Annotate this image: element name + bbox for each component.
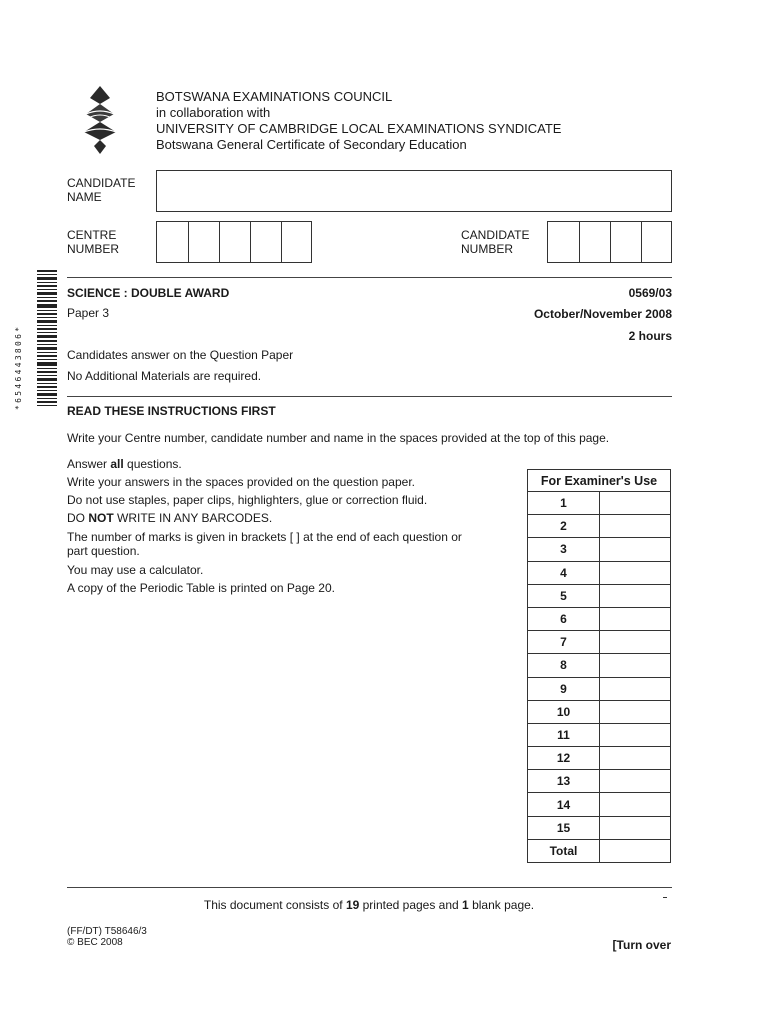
- examiner-mark-cell[interactable]: [600, 492, 671, 515]
- centre-number-label-line1: CENTRE: [67, 228, 117, 242]
- examiner-row-label: 12: [528, 747, 600, 770]
- page-count-num: 19: [345, 898, 360, 912]
- materials-line1: Candidates answer on the Question Paper: [67, 348, 294, 362]
- examiner-row-label: 11: [528, 723, 600, 746]
- paper-number: Paper 3: [67, 306, 110, 320]
- examiner-mark-cell[interactable]: [600, 793, 671, 816]
- materials-line2: No Additional Materials are required.: [67, 369, 262, 383]
- answer-pre: Answer: [67, 457, 111, 471]
- candidate-name-field[interactable]: [156, 170, 672, 212]
- examiner-table-row: [528, 607, 671, 630]
- divider-footer: [67, 887, 672, 888]
- examiner-use-table: [527, 469, 671, 863]
- candidate-name-label-line2: NAME: [67, 190, 102, 204]
- copyright: © BEC 2008: [67, 937, 123, 948]
- examiner-row-label: 4: [528, 561, 600, 584]
- instruction-staples: Do not use staples, paper clips, highlighters, glue or correction fluid.: [67, 493, 428, 507]
- examiner-row-label: 2: [528, 515, 600, 538]
- barcode-bold: NOT: [88, 511, 114, 525]
- candidate-name-label-line1: CANDIDATE: [67, 176, 136, 190]
- examiner-mark-cell[interactable]: [600, 631, 671, 654]
- centre-number-field[interactable]: [156, 221, 312, 263]
- examiner-mark-cell[interactable]: [600, 515, 671, 538]
- bec-logo: [80, 84, 120, 156]
- examiner-table-row: [528, 561, 671, 584]
- examiner-mark-cell[interactable]: [600, 816, 671, 839]
- header-collaboration: in collaboration with: [156, 105, 271, 120]
- answer-post: questions.: [123, 457, 182, 471]
- blank-count-num: 1: [462, 898, 469, 912]
- page-count-post: blank page.: [468, 898, 535, 912]
- page-count: [0, 898, 738, 912]
- instruction-answer-all: [67, 457, 182, 471]
- barcode-digits: *6546443806*: [14, 324, 23, 410]
- examiner-mark-cell[interactable]: [600, 723, 671, 746]
- examiner-table-row: [528, 515, 671, 538]
- examiner-row-label: 13: [528, 770, 600, 793]
- subject-title: SCIENCE : DOUBLE AWARD: [67, 286, 230, 300]
- turn-over: [Turn over: [612, 938, 671, 952]
- barcode: [27, 270, 57, 410]
- examiner-mark-cell[interactable]: [600, 747, 671, 770]
- examiner-mark-cell[interactable]: [600, 584, 671, 607]
- examiner-row-label: 3: [528, 538, 600, 561]
- examiner-table-row: [528, 747, 671, 770]
- barcode-post: WRITE IN ANY BARCODES.: [113, 511, 273, 525]
- candidate-number-label-line1: CANDIDATE: [461, 228, 530, 242]
- examiner-row-label: 1: [528, 492, 600, 515]
- examiner-row-label: 5: [528, 584, 600, 607]
- examiner-row-label: 15: [528, 816, 600, 839]
- examiner-table-row: [528, 538, 671, 561]
- examiner-table-row: [528, 816, 671, 839]
- header-certificate: Botswana General Certificate of Secondary Education: [156, 137, 467, 152]
- instruction-marks-line2: part question.: [67, 544, 140, 558]
- examiner-mark-cell[interactable]: [600, 677, 671, 700]
- examiner-mark-cell[interactable]: [600, 607, 671, 630]
- examiner-table-row: [528, 793, 671, 816]
- exam-session: October/November 2008: [533, 307, 672, 321]
- examiner-row-label: Total: [528, 839, 600, 862]
- page-count-pre: This document consists of: [203, 898, 346, 912]
- examiner-mark-cell[interactable]: [600, 770, 671, 793]
- examiner-mark-cell[interactable]: [600, 654, 671, 677]
- page-count-mid: printed pages and: [359, 898, 463, 912]
- examiner-row-label: 8: [528, 654, 600, 677]
- instruction-calculator: You may use a calculator.: [67, 563, 204, 577]
- examiner-row-label: 14: [528, 793, 600, 816]
- exam-duration: 2 hours: [628, 329, 672, 343]
- examiner-mark-cell[interactable]: [600, 839, 671, 862]
- answer-bold: all: [110, 457, 124, 471]
- centre-number-label: [67, 228, 119, 256]
- examiner-table-row: [528, 723, 671, 746]
- paper-code: 0569/03: [628, 286, 672, 300]
- candidate-name-label: [67, 176, 135, 204]
- examiner-row-label: 10: [528, 700, 600, 723]
- examiner-table-row: [528, 700, 671, 723]
- instruction-centre-number: Write your Centre number, candidate number and name in the spaces provided at the top of this page.: [67, 431, 610, 445]
- header-council: BOTSWANA EXAMINATIONS COUNCIL: [156, 89, 393, 104]
- header-cambridge: UNIVERSITY OF CAMBRIDGE LOCAL EXAMINATIONS SYNDICATE: [156, 121, 562, 136]
- instruction-marks-line1: The number of marks is given in brackets [ ] at the end of each question or: [67, 530, 462, 544]
- examiner-row-label: 7: [528, 631, 600, 654]
- examiner-row-label: 6: [528, 607, 600, 630]
- instruction-barcodes: [67, 511, 272, 525]
- examiner-table-title: For Examiner's Use: [528, 470, 671, 492]
- candidate-number-field[interactable]: [547, 221, 672, 263]
- barcode-pre: DO: [67, 511, 89, 525]
- centre-number-label-line2: NUMBER: [67, 242, 120, 256]
- divider-top: [67, 277, 672, 278]
- candidate-number-label-line2: NUMBER: [461, 242, 514, 256]
- divider-instructions: [67, 396, 672, 397]
- examiner-mark-cell[interactable]: [600, 700, 671, 723]
- examiner-table-row: [528, 584, 671, 607]
- examiner-table-row: [528, 677, 671, 700]
- instruction-periodic-table: A copy of the Periodic Table is printed on Page 20.: [67, 581, 335, 595]
- examiner-table-row: [528, 770, 671, 793]
- examiner-table-row: [528, 492, 671, 515]
- instruction-spaces: Write your answers in the spaces provided on the question paper.: [67, 475, 415, 489]
- instructions-heading: READ THESE INSTRUCTIONS FIRST: [67, 404, 276, 418]
- candidate-number-label: [461, 228, 529, 256]
- examiner-mark-cell[interactable]: [600, 561, 671, 584]
- examiner-row-label: 9: [528, 677, 600, 700]
- examiner-mark-cell[interactable]: [600, 538, 671, 561]
- examiner-table-row: [528, 631, 671, 654]
- examiner-table-row: [528, 654, 671, 677]
- document-reference: (FF/DT) T58646/3: [67, 926, 147, 937]
- examiner-table-row: [528, 839, 671, 862]
